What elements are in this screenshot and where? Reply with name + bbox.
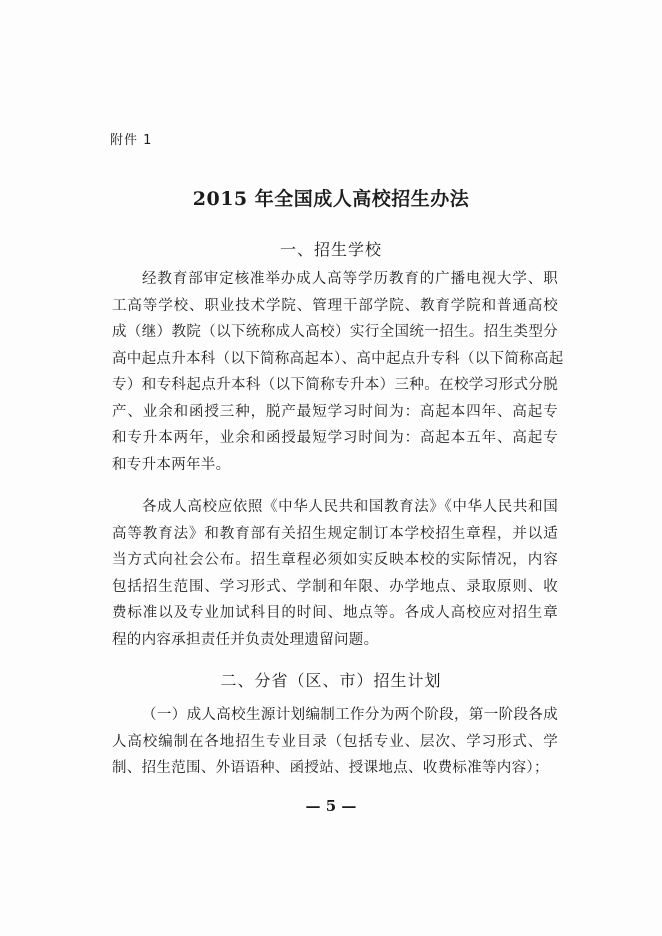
section-heading-2: 二、分省（区、市）招生计划 <box>220 671 442 690</box>
paragraph-line: 产、业余和函授三种，脱产最短学习时间为：高起本四年、高起专 <box>112 403 558 420</box>
paragraph-line: 费标准以及专业加试科目的时间、地点等。各成人高校应对招生章 <box>112 605 558 621</box>
document-title: 2015 年全国成人高校招生办法 <box>192 188 470 210</box>
paragraph-line: 当方式向社会公布。招生章程必须如实反映本校的实际情况，内容 <box>112 552 558 568</box>
paragraph-line: 高等教育法》和教育部有关招生规定制订本学校招生章程，并以适 <box>112 525 558 542</box>
paragraph-line: 包括招生范围、学习形式、学制和年限、办学地点、录取原则、收 <box>112 578 558 595</box>
paragraph-line: 工高等学校、职业技术学院、管理干部学院、教育学院和普通高校 <box>112 297 558 314</box>
paragraph-line: 和专升本两年半。 <box>112 456 231 473</box>
paragraph-line: 成（继）教院（以下统称成人高校）实行全国统一招生。招生类型分 <box>112 324 558 340</box>
section-1-paragraph-1 <box>112 266 564 478</box>
paragraph-line: 经教育部审定核准举办成人高等学历教育的广播电视大学、职 <box>142 271 558 287</box>
paragraph-line: 人高校编制在各地招生专业目录（包括专业、层次、学习形式、学 <box>112 733 558 750</box>
paragraph-line: 专）和专科起点升本科（以下简称专升本）三种。在校学习形式分脱 <box>112 377 558 393</box>
paragraph-line: （一）成人高校生源计划编制工作分为两个阶段，第一阶段各成 <box>142 707 558 723</box>
annex-label: 附件 1 <box>110 133 153 148</box>
section-1-paragraph-2 <box>112 494 558 653</box>
paragraph-line: 程的内容承担责任并负责处理遗留问题。 <box>112 631 379 648</box>
paragraph-line: 和专升本两年，业余和函授最短学习时间为：高起本五年、高起专 <box>112 430 558 446</box>
section-heading-1: 一、招生学校 <box>279 240 382 259</box>
section-2-paragraph-1 <box>112 702 558 782</box>
paragraph-line: 高中起点升本科（以下简称高起本）、高中起点升专科（以下简称高起 <box>112 350 564 367</box>
page-number: — 5 — <box>305 797 357 815</box>
paragraph-line: 各成人高校应依照《中华人民共和国教育法》《中华人民共和国 <box>142 499 558 515</box>
paragraph-line: 制、招生范围、外语语种、函授站、授课地点、收费标准等内容）； <box>112 760 549 776</box>
